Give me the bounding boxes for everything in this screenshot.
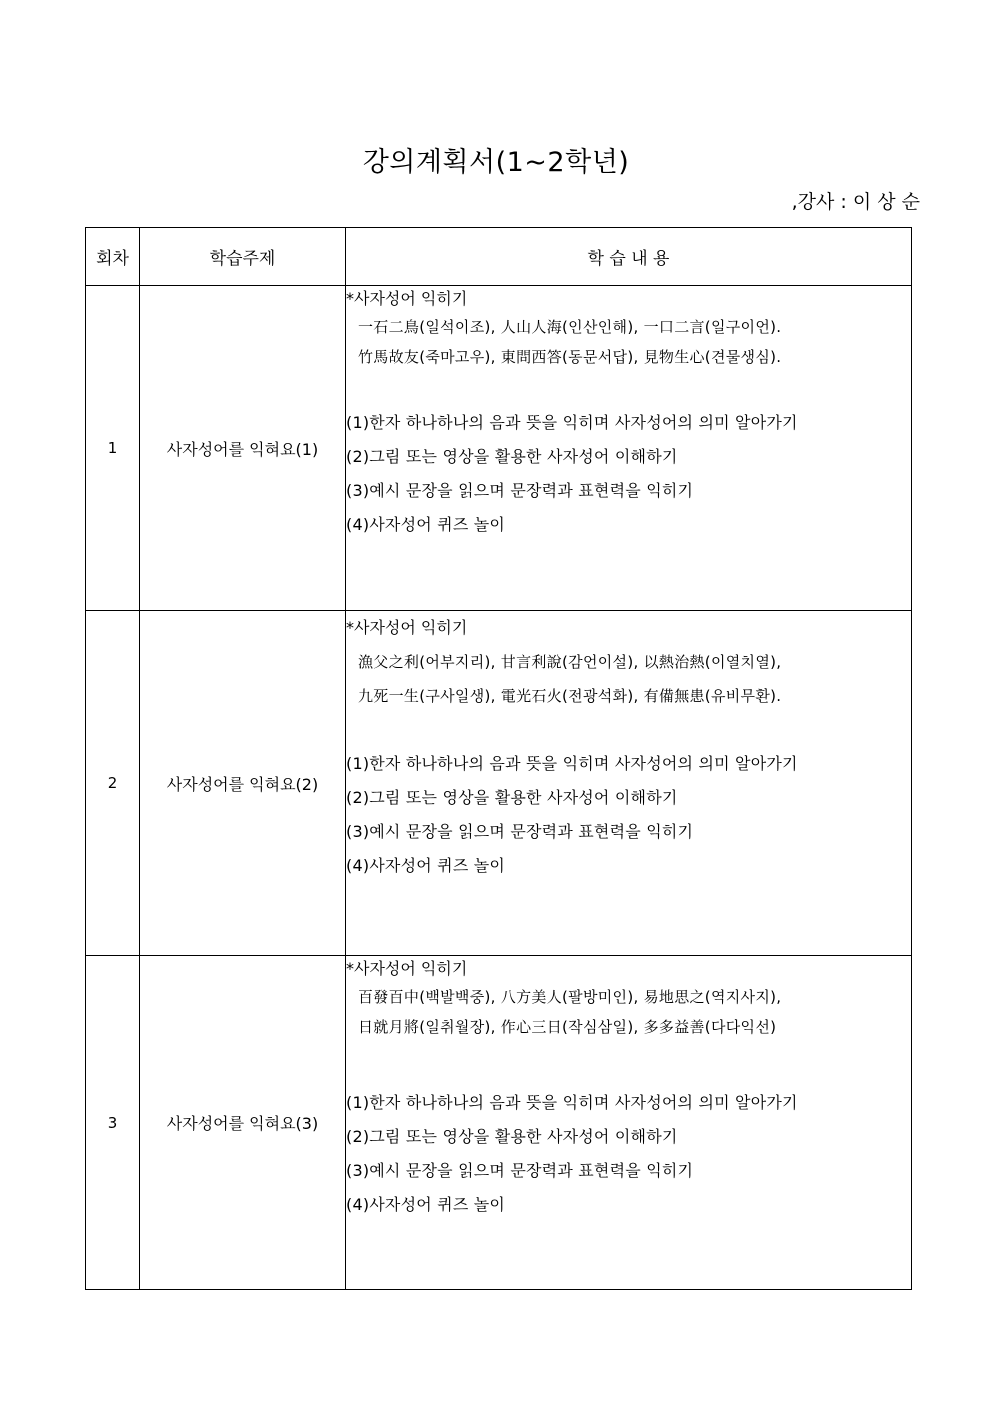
activity-item: (3)예시 문장을 읽으며 문장력과 표현력을 익히기 — [346, 481, 694, 500]
session-number: 3 — [86, 956, 140, 1290]
content-heading: *사자성어 익히기 — [346, 618, 468, 637]
idiom-line: 漁父之利(어부지리), 甘言利說(감언이설), 以熱治熱(이열치열), — [358, 653, 782, 671]
session-topic: 사자성어를 익혀요(3) — [140, 956, 346, 1290]
session-number: 1 — [86, 286, 140, 611]
activity-item: (2)그림 또는 영상을 활용한 사자성어 이해하기 — [346, 788, 678, 807]
table-row — [86, 956, 912, 1290]
idiom-line: 竹馬故友(죽마고우), 東問西答(동문서답), 見物生心(견물생심). — [358, 348, 782, 366]
activity-item: (1)한자 하나하나의 음과 뜻을 익히며 사자성어의 의미 알아가기 — [346, 1093, 798, 1112]
lecture-plan-table — [85, 227, 912, 1290]
activity-item: (2)그림 또는 영상을 활용한 사자성어 이해하기 — [346, 447, 678, 466]
content-heading: *사자성어 익히기 — [346, 289, 468, 308]
activity-item: (4)사자성어 퀴즈 놀이 — [346, 1195, 506, 1214]
content-heading: *사자성어 익히기 — [346, 959, 468, 978]
idiom-line: 日就月將(일취월장), 作心三日(작심삼일), 多多益善(다다익선) — [358, 1018, 777, 1036]
session-topic: 사자성어를 익혀요(2) — [140, 611, 346, 956]
table-row — [86, 286, 912, 611]
activity-item: (4)사자성어 퀴즈 놀이 — [346, 515, 506, 534]
table-header-row — [86, 228, 912, 286]
idiom-line: 百發百中(백발백중), 八方美人(팔방미인), 易地思之(역지사지), — [358, 988, 782, 1006]
activity-item: (3)예시 문장을 읽으며 문장력과 표현력을 익히기 — [346, 822, 694, 841]
idiom-line: 九死一生(구사일생), 電光石火(전광석화), 有備無患(유비무환). — [358, 687, 782, 705]
table-row — [86, 611, 912, 956]
activity-item: (1)한자 하나하나의 음과 뜻을 익히며 사자성어의 의미 알아가기 — [346, 413, 798, 432]
idiom-line: 一石二鳥(일석이조), 人山人海(인산인해), 一口二言(일구이언). — [358, 318, 782, 336]
session-content — [346, 286, 912, 611]
activity-item: (3)예시 문장을 읽으며 문장력과 표현력을 익히기 — [346, 1161, 694, 1180]
header-session: 회차 — [86, 228, 140, 286]
activity-item: (2)그림 또는 영상을 활용한 사자성어 이해하기 — [346, 1127, 678, 1146]
header-topic: 학습주제 — [140, 228, 346, 286]
activity-item: (1)한자 하나하나의 음과 뜻을 익히며 사자성어의 의미 알아가기 — [346, 754, 798, 773]
session-number: 2 — [86, 611, 140, 956]
session-topic: 사자성어를 익혀요(1) — [140, 286, 346, 611]
session-content — [346, 956, 912, 1290]
document-title: 강의계획서(1~2학년) — [362, 147, 630, 178]
header-content: 학 습 내 용 — [346, 228, 912, 286]
instructor-name: ,강사 : 이 상 순 — [791, 191, 920, 213]
activity-item: (4)사자성어 퀴즈 놀이 — [346, 856, 506, 875]
session-content — [346, 611, 912, 956]
